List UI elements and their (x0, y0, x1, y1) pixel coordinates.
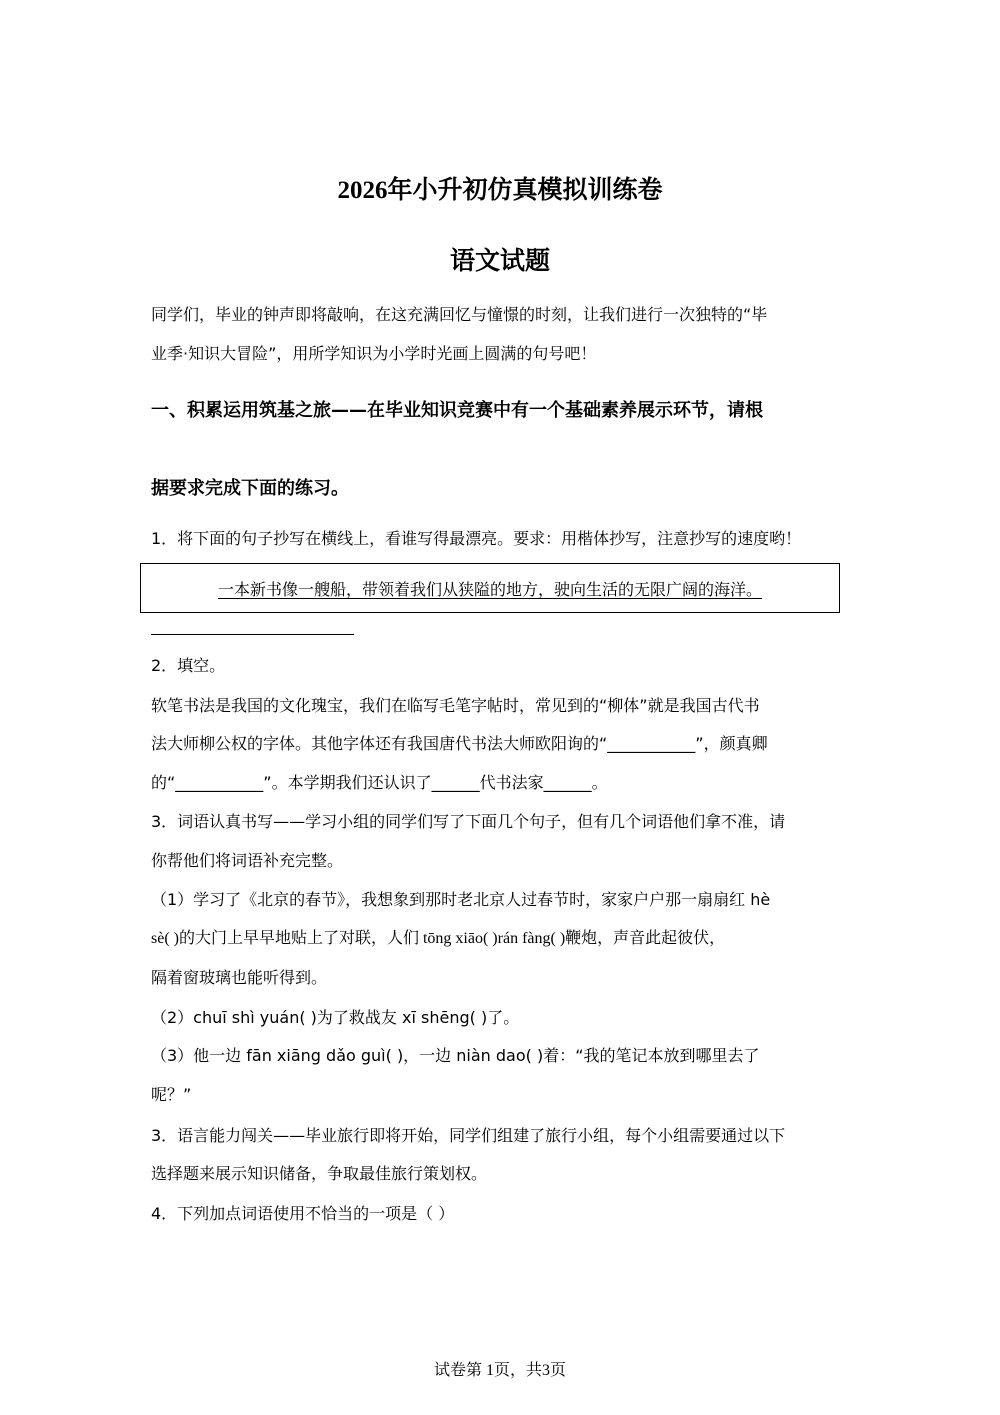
intro-line-2: 业季·知识大冒险”，用所学知识为小学时光画上圆满的句号吧！ (151, 344, 597, 363)
question-1-prompt: 1．将下面的句子抄写在横线上，看谁写得最漂亮。要求：用楷体抄写，注意抄写的速度哟！ (151, 529, 802, 548)
page-subtitle: 语文试题 (449, 248, 550, 275)
page-title: 2026年小升初仿真模拟训练卷 (337, 177, 663, 204)
copy-sentence-box (140, 563, 840, 613)
question-3-line-1: 3．词语认真书写——学习小组的同学们写了下面几个句子，但有几个词语他们拿不准，请 (151, 812, 786, 831)
question-3-item-1-line-3: 隔着窗玻璃也能听得到。 (151, 968, 328, 987)
section-1-heading-line-1: 一、积累运用筑基之旅——在毕业知识竞赛中有一个基础素养展示环节，请根 (151, 400, 763, 421)
question-4-prompt: 4．下列加点词语使用不恰当的一项是（ ） (151, 1204, 455, 1223)
question-3-item-3-line-1: （3）他一边 fān xiāng dǎo guì( )，一边 niàn dao( )着：“我的笔记本放到哪里去了 (151, 1046, 760, 1065)
section-2-line-1: 3．语言能力闯关——毕业旅行即将开始，同学们组建了旅行小组，每个小组需要通过以下 (151, 1126, 786, 1145)
question-3-item-1-line-1: （1）学习了《北京的春节》，我想象到那时老北京人过春节时，家家户户那一扇扇红 hè (151, 890, 771, 909)
answer-line[interactable] (151, 634, 354, 635)
question-2-line-2: 法大师柳公权的字体。其他字体还有我国唐代书法大师欧阳询的“___________”，颜真卿 (151, 734, 768, 753)
question-2-line-1: 软笔书法是我国的文化瑰宝，我们在临写毛笔字帖时，常见到的“柳体”就是我国古代书 (151, 696, 760, 715)
question-3-item-3-line-2: 呢？” (151, 1085, 192, 1104)
question-3-item-2: （2）chuī shì yuán( )为了救战友 xī shēng( )了。 (151, 1008, 520, 1027)
question-3-item-1-line-2: sè( )的大门上早早地贴上了对联，人们 tōng xiāo( )rán fàng( )鞭炮，声音此起彼伏， (151, 930, 726, 947)
copy-sentence: 一本新书像一艘船，带领着我们从狭隘的地方，驶向生活的无限广阔的海洋。 (217, 579, 762, 599)
page-footer: 试卷第 1页，共3页 (433, 1362, 566, 1379)
intro-line-1: 同学们，毕业的钟声即将敲响，在这充满回忆与憧憬的时刻，让我们进行一次独特的“毕 (151, 305, 768, 324)
question-2-prompt: 2．填空。 (151, 656, 226, 675)
question-3-line-2: 你帮他们将词语补充完整。 (151, 851, 344, 870)
section-2-line-2: 选择题来展示知识储备，争取最佳旅行策划权。 (151, 1164, 488, 1183)
section-1-heading-line-2: 据要求完成下面的练习。 (151, 478, 349, 499)
question-2-line-3: 的“___________”。本学期我们还认识了______代书法家______。 (151, 773, 608, 792)
